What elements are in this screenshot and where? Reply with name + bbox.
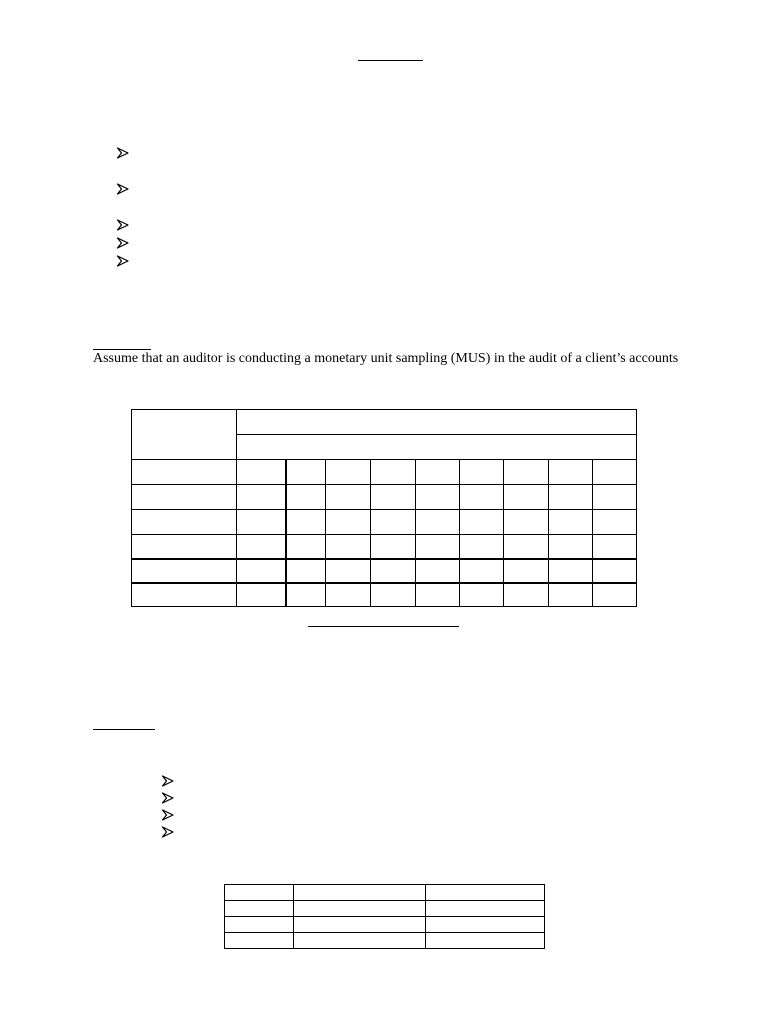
arrowhead-bullet-icon — [161, 808, 175, 822]
arrowhead-bullet-icon — [116, 236, 130, 250]
table-cell — [286, 485, 326, 510]
arrowhead-bullet-icon — [116, 146, 130, 160]
table-header-cell — [237, 410, 637, 435]
table-row — [132, 460, 637, 485]
small-table — [224, 884, 545, 949]
table-cell — [549, 485, 593, 510]
table-cell — [371, 583, 416, 607]
table-subheader-cell — [237, 435, 637, 460]
table-cell — [416, 559, 460, 583]
table-cell — [371, 460, 416, 485]
table-cell — [286, 583, 326, 607]
table-cell — [326, 510, 371, 535]
table-row — [225, 901, 545, 917]
table-cell — [286, 510, 326, 535]
table-caption-underline — [308, 626, 459, 627]
table-row — [132, 559, 637, 583]
table-cell — [286, 460, 326, 485]
table-cell — [132, 583, 237, 607]
table-cell — [460, 559, 504, 583]
table-row — [132, 535, 637, 559]
table-cell — [593, 559, 637, 583]
table-cell — [294, 917, 426, 933]
table-row — [132, 485, 637, 510]
table-row — [225, 933, 545, 949]
table-row — [225, 885, 545, 901]
arrowhead-bullet-icon — [161, 825, 175, 839]
table-cell — [460, 510, 504, 535]
table-cell — [225, 901, 294, 917]
table-cell — [225, 917, 294, 933]
table-cell — [593, 583, 637, 607]
table-cell — [426, 933, 545, 949]
table-cell — [416, 485, 460, 510]
table-cell — [416, 583, 460, 607]
section-heading-underline-2 — [93, 729, 155, 730]
table-cell — [132, 485, 237, 510]
table-header-corner-cell — [132, 410, 237, 460]
table-cell — [294, 885, 426, 901]
arrowhead-bullet-icon — [161, 774, 175, 788]
table-cell — [504, 485, 549, 510]
arrowhead-bullet-icon — [116, 182, 130, 196]
table-cell — [593, 510, 637, 535]
table-cell — [416, 460, 460, 485]
table-cell — [426, 885, 545, 901]
mus-table — [131, 409, 637, 607]
table-cell — [549, 460, 593, 485]
table-row — [225, 917, 545, 933]
arrowhead-bullet-icon — [116, 254, 130, 268]
table-cell — [549, 559, 593, 583]
arrowhead-bullet-icon — [116, 218, 130, 232]
table-cell — [460, 485, 504, 510]
table-cell — [504, 583, 549, 607]
table-row — [132, 583, 637, 607]
table-cell — [371, 510, 416, 535]
table-cell — [237, 535, 286, 559]
table-cell — [549, 583, 593, 607]
table-cell — [416, 535, 460, 559]
arrowhead-bullet-icon — [161, 791, 175, 805]
title-underline — [358, 60, 423, 61]
table-cell — [294, 933, 426, 949]
table-row — [132, 510, 637, 535]
table-cell — [237, 583, 286, 607]
table-cell — [426, 901, 545, 917]
table-cell — [593, 485, 637, 510]
table-cell — [326, 535, 371, 559]
table-cell — [132, 460, 237, 485]
table-cell — [326, 583, 371, 607]
table-cell — [549, 535, 593, 559]
table-cell — [225, 933, 294, 949]
table-cell — [286, 535, 326, 559]
table-cell — [460, 583, 504, 607]
table-cell — [504, 535, 549, 559]
table-cell — [460, 535, 504, 559]
table-cell — [504, 510, 549, 535]
table-cell — [132, 510, 237, 535]
table-cell — [326, 460, 371, 485]
table-cell — [504, 559, 549, 583]
table-cell — [237, 559, 286, 583]
table-cell — [132, 559, 237, 583]
table-cell — [504, 460, 549, 485]
table-cell — [593, 460, 637, 485]
table-cell — [237, 485, 286, 510]
table-cell — [426, 917, 545, 933]
intro-paragraph: Assume that an auditor is conducting a monetary unit sampling (MUS) in the audit of a client’s accounts — [93, 351, 679, 366]
table-cell — [237, 460, 286, 485]
table-cell — [132, 535, 237, 559]
table-cell — [416, 510, 460, 535]
table-cell — [371, 535, 416, 559]
table-cell — [371, 559, 416, 583]
table-cell — [371, 485, 416, 510]
table-cell — [225, 885, 294, 901]
table-cell — [237, 510, 286, 535]
table-cell — [326, 559, 371, 583]
table-cell — [549, 510, 593, 535]
table-cell — [286, 559, 326, 583]
table-cell — [593, 535, 637, 559]
table-cell — [326, 485, 371, 510]
table-cell — [460, 460, 504, 485]
table-cell — [294, 901, 426, 917]
